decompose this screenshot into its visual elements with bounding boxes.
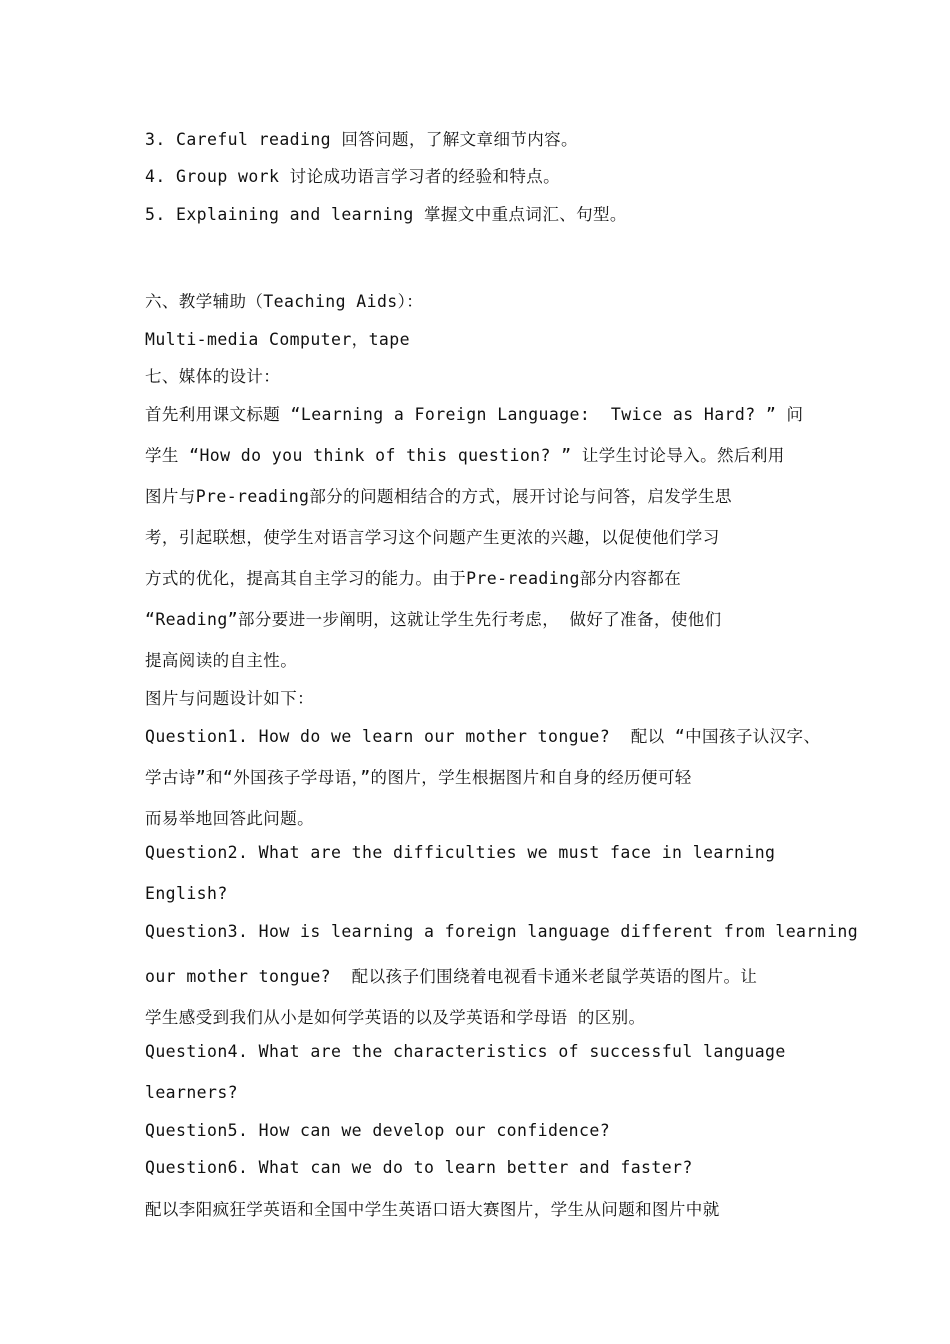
question-3-line: 学生感受到我们从小是如何学英语的以及学英语和学母语 的区别。 [145, 1008, 646, 1027]
step-4: 4. Group work 讨论成功语言学习者的经验和特点。 [145, 167, 561, 186]
teaching-aids-content: Multi-media Computer，tape [145, 330, 410, 349]
question-5: Question5. How can we develop our confidence? [145, 1121, 611, 1140]
question-3-line: our mother tongue? 配以孩子们围绕着电视看卡通米老鼠学英语的图片。让 [145, 967, 758, 986]
teaching-aids-heading: 六、教学辅助（Teaching Aids）： [145, 292, 424, 311]
step-5: 5. Explaining and learning 掌握文中重点词汇、句型。 [145, 205, 627, 224]
question-4-line: Question4. What are the characteristics of successful language [145, 1042, 786, 1061]
question-6: Question6. What can we do to learn better and faster? [145, 1158, 693, 1177]
question-2-line: Question2. What are the difficulties we must face in learning [145, 843, 776, 862]
media-paragraph-line: 提高阅读的自主性。 [145, 651, 298, 670]
step-3: 3. Careful reading 回答问题，了解文章细节内容。 [145, 130, 578, 149]
media-paragraph-line: 首先利用课文标题 “Learning a Foreign Language: Twice as Hard? ” 问 [145, 405, 804, 424]
question-1-line: 学古诗”和“外国孩子学母语，”的图片，学生根据图片和自身的经历便可轻 [145, 768, 692, 787]
design-intro: 图片与问题设计如下： [145, 689, 314, 708]
closing-line: 配以李阳疯狂学英语和全国中学生英语口语大赛图片，学生从问题和图片中就 [145, 1200, 720, 1219]
question-3-line: Question3. How is learning a foreign language different from learning [145, 922, 859, 941]
media-paragraph-line: 方式的优化，提高其自主学习的能力。由于Pre-reading部分内容都在 [145, 569, 682, 588]
question-4-line: learners? [145, 1083, 239, 1102]
media-design-heading: 七、媒体的设计： [145, 367, 281, 386]
media-paragraph-line: “Reading”部分要进一步阐明，这就让学生先行考虑， 做好了准备，使他们 [145, 610, 722, 629]
question-1-line: 而易举地回答此问题。 [145, 809, 314, 828]
question-2-line: English? [145, 884, 228, 903]
media-paragraph-line: 图片与Pre-reading部分的问题相结合的方式，展开讨论与问答，启发学生思 [145, 487, 732, 506]
question-1-line: Question1. How do we learn our mother tongue? 配以 “中国孩子认汉字、 [145, 727, 821, 746]
media-paragraph-line: 考，引起联想，使学生对语言学习这个问题产生更浓的兴趣，以促使他们学习 [145, 528, 720, 547]
media-paragraph-line: 学生 “How do you think of this question? ” 让学生讨论导入。然后利用 [145, 446, 785, 465]
